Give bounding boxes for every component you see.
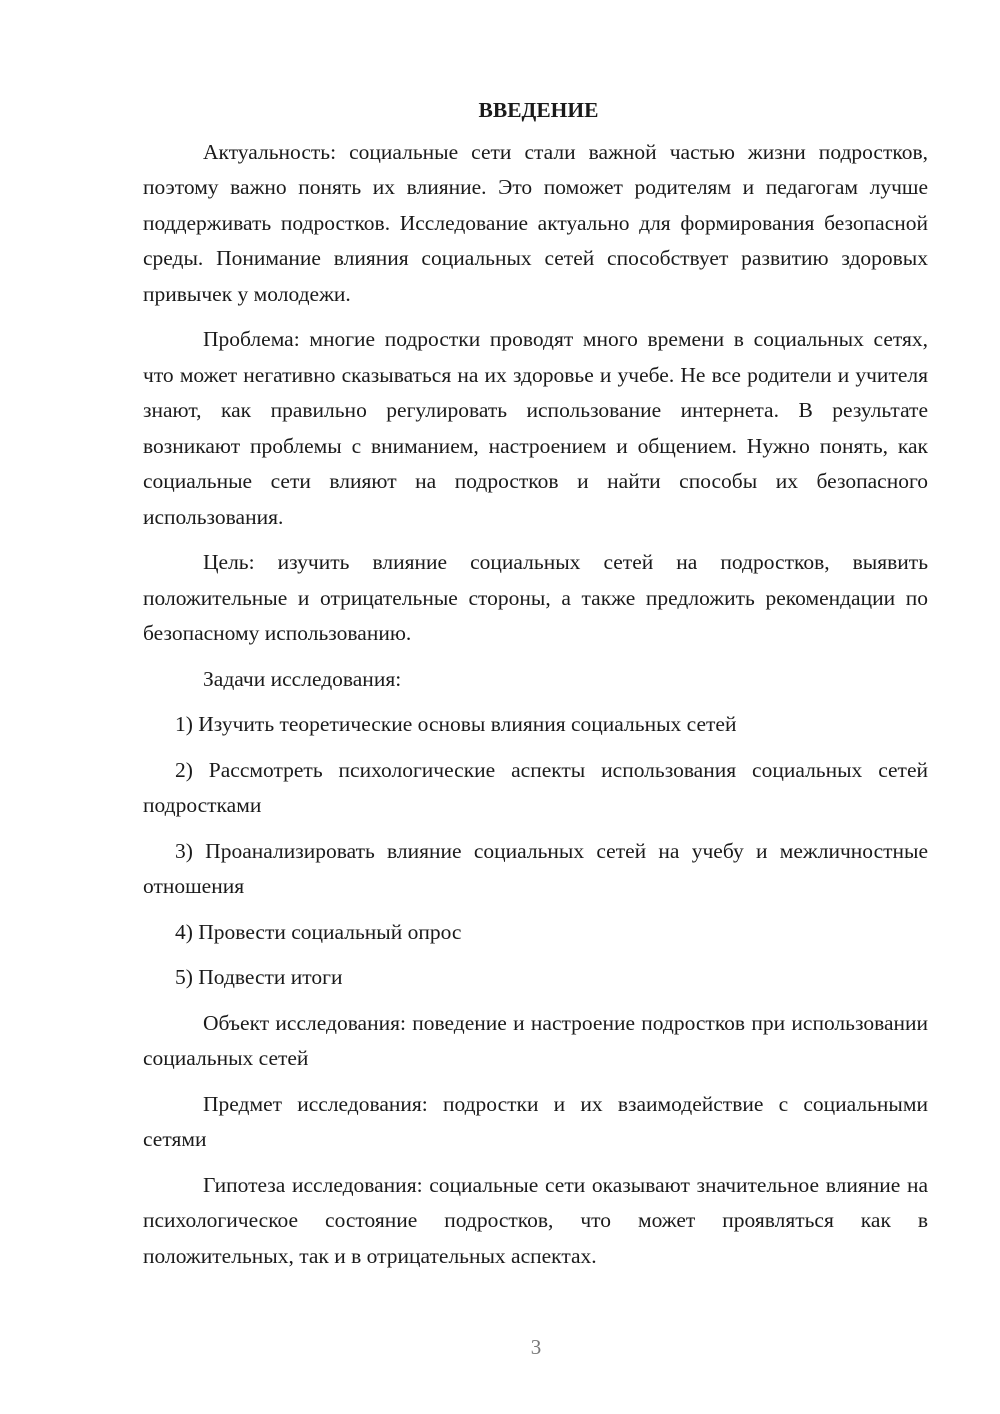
document-body xyxy=(143,93,928,1284)
section-title: ВВЕДЕНИЕ xyxy=(478,98,599,122)
object-paragraph: Объект исследования: поведение и настроение подростков при использовании социальных сетей xyxy=(143,1010,928,1070)
task-item-4: 4) Провести социальный опрос xyxy=(175,919,462,944)
hypothesis-paragraph: Гипотеза исследования: социальные сети оказывают значительное влияние на психологическое состояние подростков, что может проявляться как в положительных, так и в отрицательных аспектах. xyxy=(143,1172,928,1268)
goal-paragraph: Цель: изучить влияние социальных сетей на подростков, выявить положительные и отрицательные стороны, а также предложить рекомендации по безопасному использованию. xyxy=(143,550,928,645)
problem-paragraph: Проблема: многие подростки проводят много времени в социальных сетях, что может негативно сказываться на их здоровье и учебе. Не все родители и учителя знают, как правильно регулировать использование интернета. В результате возникают проблемы с вниманием, настроением и общением. Нужно понять, как социальные сети влияют на подростков и найти способы их безопасного использования. xyxy=(143,327,928,529)
task-item-5: 5) Подвести итоги xyxy=(175,965,343,989)
relevance-paragraph: Актуальность: социальные сети стали важной частью жизни подростков, поэтому важно понять их влияние. Это поможет родителям и педагогам лучше поддерживать подростков. Исследование актуально для формирования безопасной среды. Понимание влияния социальных сетей способствует развитию здоровых привычек у молодежи. xyxy=(143,139,928,306)
task-item-3: 3) Проанализировать влияние социальных сетей на учебу и межличностные отношения xyxy=(143,838,928,898)
subject-paragraph: Предмет исследования: подростки и их взаимодействие с социальными сетями xyxy=(143,1091,928,1151)
page-number: 3 xyxy=(530,1335,542,1359)
task-item-2: 2) Рассмотреть психологические аспекты использования социальных сетей подростками xyxy=(143,757,928,817)
tasks-heading: Задачи исследования: xyxy=(203,666,402,691)
task-item-1: 1) Изучить теоретические основы влияния социальных сетей xyxy=(175,712,737,736)
